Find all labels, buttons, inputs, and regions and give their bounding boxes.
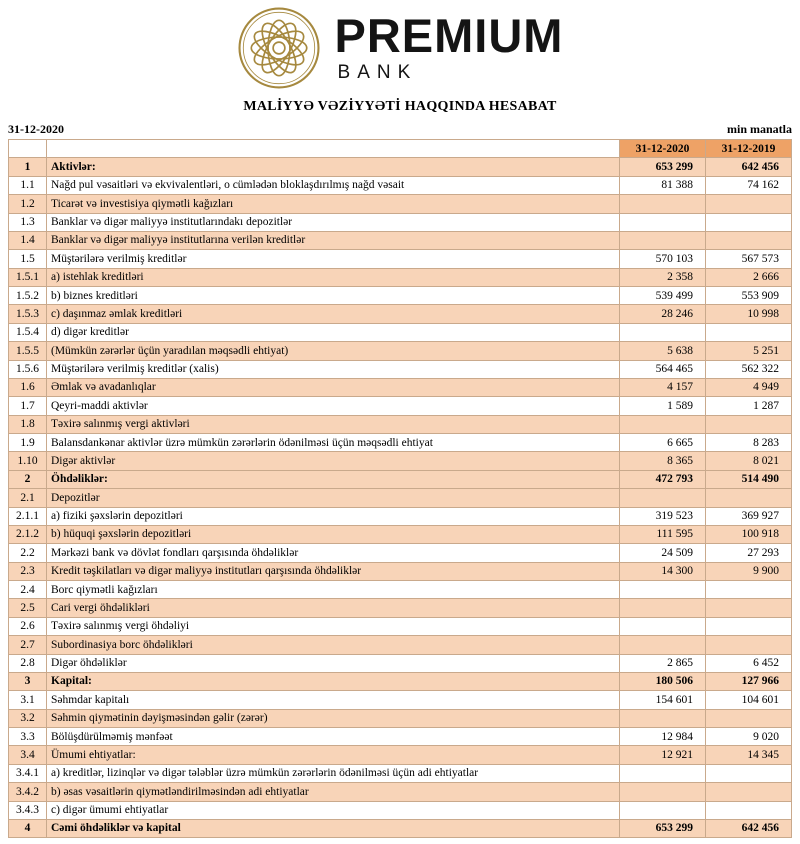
row-value-2020 — [620, 599, 706, 617]
row-value-2019: 8 283 — [706, 434, 792, 452]
table-row — [9, 195, 792, 213]
table-row — [9, 562, 792, 580]
row-value-2020 — [620, 581, 706, 599]
row-no: 1.4 — [9, 231, 47, 249]
table-row — [9, 672, 792, 690]
row-label: c) daşınmaz əmlak kreditləri — [47, 305, 620, 323]
row-no: 1.6 — [9, 378, 47, 396]
row-no: 2.1.2 — [9, 525, 47, 543]
table-row — [9, 342, 792, 360]
row-label: Mərkəzi bank və dövlət fondları qarşısında öhdəliklər — [47, 544, 620, 562]
row-value-2019: 9 900 — [706, 562, 792, 580]
row-label: b) biznes kreditləri — [47, 287, 620, 305]
table-row — [9, 783, 792, 801]
row-label: Kapital: — [47, 672, 620, 690]
row-label: Nağd pul vəsaitləri və ekvivalentləri, o cümlədən bloklaşdırılmış nağd vəsait — [47, 176, 620, 194]
row-value-2019: 642 456 — [706, 819, 792, 837]
row-label: a) fiziki şəxslərin depozitləri — [47, 507, 620, 525]
row-label: (Mümkün zərərlər üçün yaradılan məqsədli ehtiyat) — [47, 342, 620, 360]
row-value-2020: 319 523 — [620, 507, 706, 525]
row-value-2020 — [620, 709, 706, 727]
row-value-2020: 472 793 — [620, 470, 706, 488]
table-row — [9, 764, 792, 782]
row-value-2019: 2 666 — [706, 268, 792, 286]
row-no: 1.5.4 — [9, 323, 47, 341]
row-value-2020: 2 358 — [620, 268, 706, 286]
row-no: 1.5.3 — [9, 305, 47, 323]
row-value-2020 — [620, 801, 706, 819]
row-no: 1.3 — [9, 213, 47, 231]
table-row — [9, 231, 792, 249]
row-label: Digər öhdəliklər — [47, 654, 620, 672]
row-value-2020: 653 299 — [620, 819, 706, 837]
row-no: 2.4 — [9, 581, 47, 599]
financial-position-table — [8, 139, 792, 838]
row-no: 2 — [9, 470, 47, 488]
row-label: Banklar və digər maliyyə institutlarına verilən kreditlər — [47, 231, 620, 249]
row-no: 1.1 — [9, 176, 47, 194]
row-value-2019 — [706, 617, 792, 635]
row-value-2020: 180 506 — [620, 672, 706, 690]
row-value-2020 — [620, 415, 706, 433]
row-no: 1.8 — [9, 415, 47, 433]
row-value-2020 — [620, 489, 706, 507]
table-row — [9, 305, 792, 323]
table-row — [9, 397, 792, 415]
row-value-2019: 127 966 — [706, 672, 792, 690]
row-label: Səhmdar kapitalı — [47, 691, 620, 709]
row-no: 2.2 — [9, 544, 47, 562]
row-value-2019: 9 020 — [706, 728, 792, 746]
row-label: b) əsas vəsaitlərin qiymətləndirilməsindən adi ehtiyatlar — [47, 783, 620, 801]
row-value-2019: 100 918 — [706, 525, 792, 543]
table-row — [9, 507, 792, 525]
row-label: Subordinasiya borc öhdəlikləri — [47, 636, 620, 654]
bank-emblem-icon — [237, 6, 321, 90]
row-label: Qeyri-maddi aktivlər — [47, 397, 620, 415]
row-label: Təxirə salınmış vergi öhdəliyi — [47, 617, 620, 635]
row-no: 2.5 — [9, 599, 47, 617]
row-value-2020 — [620, 783, 706, 801]
row-value-2019: 6 452 — [706, 654, 792, 672]
row-value-2020: 8 365 — [620, 452, 706, 470]
row-value-2020: 111 595 — [620, 525, 706, 543]
row-no: 3.4 — [9, 746, 47, 764]
table-row — [9, 819, 792, 837]
row-no: 1.5.1 — [9, 268, 47, 286]
bank-name — [334, 9, 564, 84]
row-no: 3.4.2 — [9, 783, 47, 801]
row-value-2019: 562 322 — [706, 360, 792, 378]
row-value-2020: 2 865 — [620, 654, 706, 672]
row-value-2019: 642 456 — [706, 158, 792, 176]
table-head — [9, 140, 792, 158]
row-value-2019 — [706, 599, 792, 617]
row-no: 4 — [9, 819, 47, 837]
row-value-2020 — [620, 231, 706, 249]
table-row — [9, 709, 792, 727]
row-value-2020: 4 157 — [620, 378, 706, 396]
row-value-2020 — [620, 195, 706, 213]
row-label: Müştərilərə verilmiş kreditlər — [47, 250, 620, 268]
row-label: Depozitlər — [47, 489, 620, 507]
row-label: Ümumi ehtiyatlar: — [47, 746, 620, 764]
row-no: 2.1.1 — [9, 507, 47, 525]
row-no: 1 — [9, 158, 47, 176]
row-value-2020: 81 388 — [620, 176, 706, 194]
table-row — [9, 176, 792, 194]
table-row — [9, 728, 792, 746]
row-value-2019: 14 345 — [706, 746, 792, 764]
row-label: Təxirə salınmış vergi aktivləri — [47, 415, 620, 433]
report-unit-label: min manatla — [726, 122, 792, 136]
row-label: Öhdəliklər: — [47, 470, 620, 488]
row-value-2020: 28 246 — [620, 305, 706, 323]
row-label: Balansdankənar aktivlər üzrə mümkün zərərlərin ödənilməsi üçün məqsədli ehtiyat — [47, 434, 620, 452]
bank-logo — [8, 4, 792, 90]
table-row — [9, 489, 792, 507]
row-label: Aktivlər: — [47, 158, 620, 176]
table-row — [9, 525, 792, 543]
report-title: MALİYYƏ VƏZİYYƏTİ HAQQINDA HESABAT — [243, 99, 557, 114]
bank-name-main: PREMIUM — [334, 9, 564, 62]
table-header-row — [9, 140, 792, 158]
table-row — [9, 654, 792, 672]
row-no: 3.1 — [9, 691, 47, 709]
row-value-2020: 14 300 — [620, 562, 706, 580]
row-no: 3.2 — [9, 709, 47, 727]
row-value-2019 — [706, 801, 792, 819]
row-label: Müştərilərə verilmiş kreditlər (xalis) — [47, 360, 620, 378]
row-label: Əmlak və avadanlıqlar — [47, 378, 620, 396]
row-label: Borc qiymətli kağızları — [47, 581, 620, 599]
row-no: 1.10 — [9, 452, 47, 470]
row-no: 3.3 — [9, 728, 47, 746]
table-row — [9, 378, 792, 396]
row-no: 1.2 — [9, 195, 47, 213]
row-label: Banklar və digər maliyyə institutlarındakı depozitlər — [47, 213, 620, 231]
table-row — [9, 415, 792, 433]
table-row — [9, 213, 792, 231]
row-value-2019: 1 287 — [706, 397, 792, 415]
row-value-2020 — [620, 213, 706, 231]
row-label: Digər aktivlər — [47, 452, 620, 470]
row-label: c) digər ümumi ehtiyatlar — [47, 801, 620, 819]
row-value-2019 — [706, 764, 792, 782]
row-value-2020: 12 984 — [620, 728, 706, 746]
row-value-2019: 369 927 — [706, 507, 792, 525]
row-value-2020: 12 921 — [620, 746, 706, 764]
row-value-2020: 539 499 — [620, 287, 706, 305]
row-value-2020: 570 103 — [620, 250, 706, 268]
row-value-2019: 567 573 — [706, 250, 792, 268]
row-no: 1.7 — [9, 397, 47, 415]
table-row — [9, 599, 792, 617]
row-label: Cari vergi öhdəlikləri — [47, 599, 620, 617]
table-row — [9, 636, 792, 654]
header-cell-2020: 31-12-2020 — [620, 140, 706, 158]
row-value-2019 — [706, 581, 792, 599]
row-value-2019: 104 601 — [706, 691, 792, 709]
row-value-2019 — [706, 323, 792, 341]
row-value-2019 — [706, 195, 792, 213]
table-body — [9, 158, 792, 838]
row-value-2020 — [620, 636, 706, 654]
row-label: a) istehlak kreditləri — [47, 268, 620, 286]
row-value-2019 — [706, 489, 792, 507]
row-no: 1.5 — [9, 250, 47, 268]
row-value-2019: 74 162 — [706, 176, 792, 194]
row-no: 3.4.3 — [9, 801, 47, 819]
header-cell-2019: 31-12-2019 — [706, 140, 792, 158]
row-value-2019: 27 293 — [706, 544, 792, 562]
row-value-2019 — [706, 213, 792, 231]
row-value-2020: 154 601 — [620, 691, 706, 709]
row-value-2020 — [620, 764, 706, 782]
row-label: Ticarət və investisiya qiymətli kağızları — [47, 195, 620, 213]
row-value-2019: 8 021 — [706, 452, 792, 470]
row-no: 1.9 — [9, 434, 47, 452]
row-no: 2.3 — [9, 562, 47, 580]
table-row — [9, 746, 792, 764]
row-value-2019 — [706, 709, 792, 727]
row-no: 3.4.1 — [9, 764, 47, 782]
table-row — [9, 544, 792, 562]
row-value-2020: 6 665 — [620, 434, 706, 452]
row-value-2019: 514 490 — [706, 470, 792, 488]
row-value-2019: 553 909 — [706, 287, 792, 305]
row-label: a) kreditlər, lizinqlər və digər tələblər üzrə mümkün zərərlərin ödənilməsi üçün adi ehtiyatlar — [47, 764, 620, 782]
table-row — [9, 287, 792, 305]
row-no: 2.6 — [9, 617, 47, 635]
row-value-2019: 5 251 — [706, 342, 792, 360]
row-value-2020: 564 465 — [620, 360, 706, 378]
row-label: Cəmi öhdəliklər və kapital — [47, 819, 620, 837]
table-row — [9, 360, 792, 378]
row-value-2020 — [620, 617, 706, 635]
row-value-2019 — [706, 783, 792, 801]
row-value-2019: 10 998 — [706, 305, 792, 323]
row-label: Kredit təşkilatları və digər maliyyə institutları qarşısında öhdəliklər — [47, 562, 620, 580]
report-date-label: 31-12-2020 — [8, 122, 64, 136]
row-no: 1.5.2 — [9, 287, 47, 305]
row-value-2020 — [620, 323, 706, 341]
header-cell-label — [47, 140, 620, 158]
row-label: Bölüşdürülməmiş mənfəət — [47, 728, 620, 746]
table-row — [9, 691, 792, 709]
report-meta — [8, 122, 792, 137]
row-no: 2.1 — [9, 489, 47, 507]
table-row — [9, 801, 792, 819]
row-no: 1.5.6 — [9, 360, 47, 378]
row-label: b) hüquqi şəxslərin depozitləri — [47, 525, 620, 543]
table-row — [9, 268, 792, 286]
row-value-2020: 5 638 — [620, 342, 706, 360]
row-value-2019 — [706, 636, 792, 654]
row-no: 3 — [9, 672, 47, 690]
table-row — [9, 581, 792, 599]
row-no: 2.8 — [9, 654, 47, 672]
table-row — [9, 434, 792, 452]
row-value-2020: 653 299 — [620, 158, 706, 176]
table-row — [9, 250, 792, 268]
row-label: Səhmin qiymətinin dəyişməsindən gəlir (zərər) — [47, 709, 620, 727]
row-value-2019: 4 949 — [706, 378, 792, 396]
bank-name-sub: BANK — [337, 62, 418, 83]
row-no: 1.5.5 — [9, 342, 47, 360]
table-row — [9, 617, 792, 635]
table-row — [9, 452, 792, 470]
row-value-2020: 24 509 — [620, 544, 706, 562]
table-row — [9, 323, 792, 341]
header-cell-no — [9, 140, 47, 158]
row-value-2019 — [706, 231, 792, 249]
table-row — [9, 470, 792, 488]
row-label: d) digər kreditlər — [47, 323, 620, 341]
row-no: 2.7 — [9, 636, 47, 654]
table-row — [9, 158, 792, 176]
row-value-2020: 1 589 — [620, 397, 706, 415]
row-value-2019 — [706, 415, 792, 433]
